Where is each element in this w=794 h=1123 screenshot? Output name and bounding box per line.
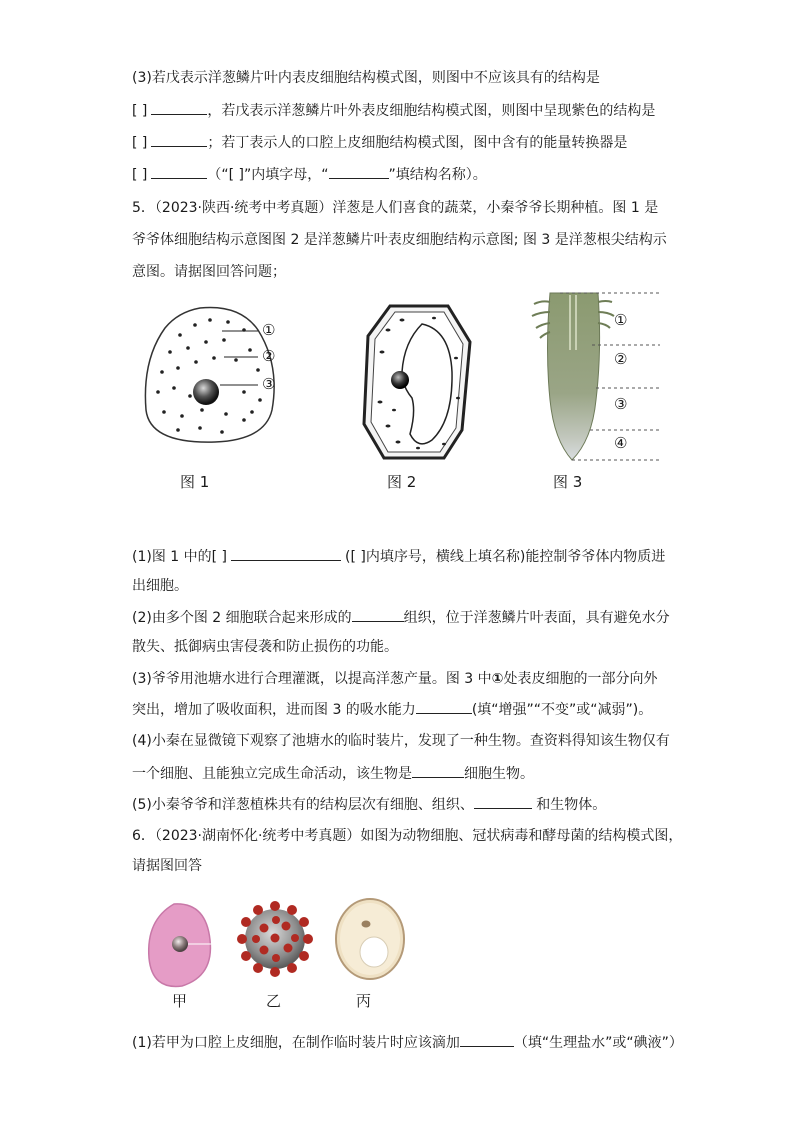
answer-blank[interactable] bbox=[151, 100, 207, 115]
figure-2-onion-cell bbox=[358, 302, 474, 462]
q6-sub1-line: (1)若甲为口腔上皮细胞，在制作临时装片时应该滴加 （填“生理盐水”或“碘液”） bbox=[132, 1032, 683, 1053]
answer-blank[interactable] bbox=[329, 164, 389, 179]
fig3-label-1: ① bbox=[614, 311, 628, 329]
nucleus bbox=[193, 379, 219, 405]
caption-bing: 丙 bbox=[356, 992, 372, 1010]
answer-blank[interactable] bbox=[412, 763, 464, 778]
fig1-label-1: ① bbox=[262, 321, 276, 339]
q5-line-3: 意图。请据图回答问题； bbox=[132, 264, 286, 280]
figure-3-root-tip bbox=[530, 290, 670, 465]
caption-jia: 甲 bbox=[172, 992, 188, 1010]
fig1-label-2: ② bbox=[262, 347, 276, 365]
fig3-label-3: ③ bbox=[614, 395, 628, 413]
answer-blank[interactable] bbox=[151, 132, 207, 147]
q3-line-1: (3)若戊表示洋葱鳞片叶内表皮细胞结构模式图，则图中不应该具有的结构是 bbox=[132, 70, 600, 86]
q5-sub3-line-1: (3)爷爷用池塘水进行合理灌溉，以提高洋葱产量。图 3 中①处表皮细胞的一部分向外 bbox=[132, 671, 658, 687]
figure-1-leader-lines bbox=[220, 315, 290, 395]
answer-blank[interactable] bbox=[416, 699, 472, 714]
fig1-caption: 图 1 bbox=[180, 473, 210, 491]
q5-sub1-line-2: 出细胞。 bbox=[132, 578, 188, 594]
q3-line-4: [ ] （“[ ]”内填字母，“ ”填结构名称）。 bbox=[132, 164, 487, 185]
answer-blank[interactable] bbox=[352, 607, 404, 622]
q5-sub3-line-2: 突出，增加了吸收面积，进而图 3 的吸水能力 (填“增强”“不变”或“减弱”)。 bbox=[132, 699, 652, 720]
q5-line-2: 爷爷体细胞结构示意图图 2 是洋葱鳞片叶表皮细胞结构示意图; 图 3 是洋葱根尖结构示 bbox=[132, 232, 667, 248]
fig3-label-4: ④ bbox=[614, 434, 628, 452]
q3-line-3: [ ] ；若丁表示人的口腔上皮细胞结构模式图，图中含有的能量转换器是 bbox=[132, 132, 627, 153]
q5-sub4-line-1: (4)小秦在显微镜下观察了池塘水的临时装片，发现了一种生物。查资料得知该生物仅有 bbox=[132, 733, 670, 749]
q3-line-2: [ ] ，若戊表示洋葱鳞片叶外表皮细胞结构模式图，则图中呈现紫色的结构是 bbox=[132, 100, 655, 121]
figure-bing-yeast bbox=[332, 896, 408, 982]
answer-blank[interactable] bbox=[151, 164, 207, 179]
q5-sub2-line-2: 散失、抵御病虫害侵袭和防止损伤的功能。 bbox=[132, 639, 398, 655]
caption-yi: 乙 bbox=[266, 992, 282, 1010]
fig3-caption: 图 3 bbox=[553, 473, 583, 491]
nucleus bbox=[391, 371, 409, 389]
fig1-label-3: ③ bbox=[262, 375, 276, 393]
answer-blank[interactable] bbox=[460, 1032, 514, 1047]
root-body bbox=[548, 293, 600, 460]
q5-sub5-line: (5)小秦爷爷和洋葱植株共有的结构层次有细胞、组织、 和生物体。 bbox=[132, 794, 606, 815]
fig3-label-2: ② bbox=[614, 350, 628, 368]
q5-sub2-line-1: (2)由多个图 2 细胞联合起来形成的 组织，位于洋葱鳞片叶表面，具有避免水分 bbox=[132, 607, 670, 628]
q5-sub1-line-1: (1)图 1 中的[ ] ([ ]内填序号，横线上填名称)能控制爷爷体内物质进 bbox=[132, 546, 665, 567]
q6-line-2: 请据图回答 bbox=[132, 858, 202, 874]
figure-jia-animal-cell bbox=[144, 900, 216, 990]
q6-line-1: 6．（2023·湖南怀化·统考中考真题）如图为动物细胞、冠状病毒和酵母菌的结构模式图， bbox=[132, 828, 683, 844]
answer-blank[interactable] bbox=[231, 546, 341, 561]
q5-line-1: 5．（2023·陕西·统考中考真题）洋葱是人们喜食的蔬菜，小秦爷爷长期种植。图 1 是 bbox=[132, 200, 659, 216]
fig2-caption: 图 2 bbox=[387, 473, 417, 491]
q5-sub4-line-2: 一个细胞、且能独立完成生命活动，该生物是 细胞生物。 bbox=[132, 763, 534, 784]
figure-yi-coronavirus bbox=[234, 898, 316, 980]
answer-blank[interactable] bbox=[474, 794, 532, 809]
